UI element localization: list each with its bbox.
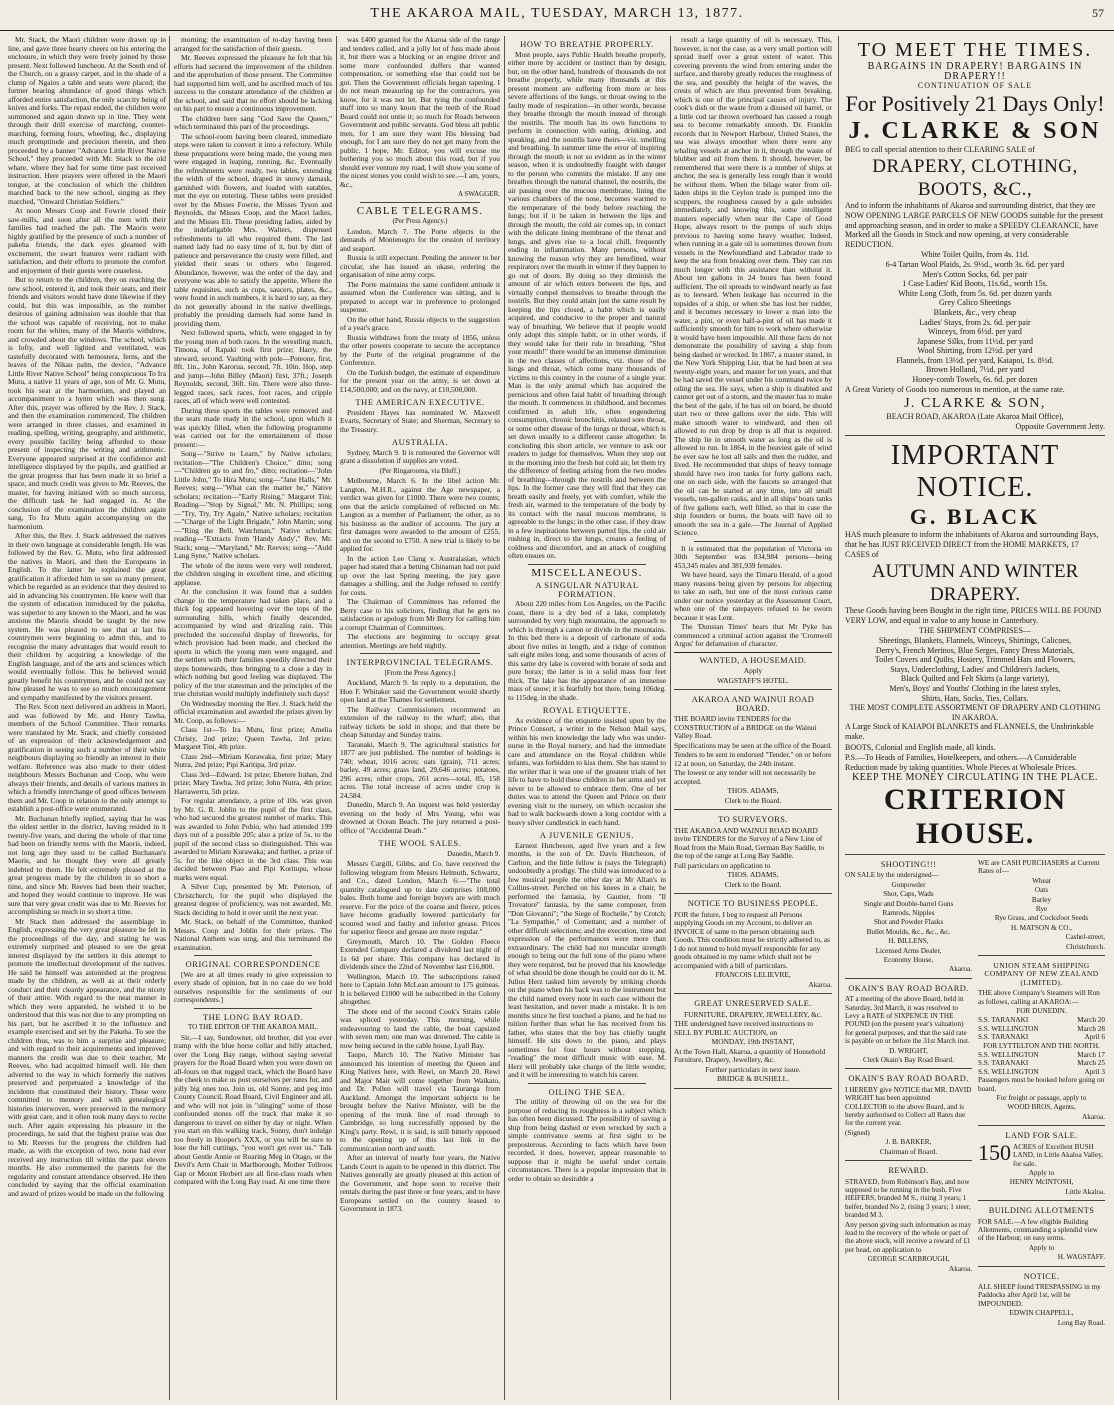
- advert-signature: BRIDGE & BUSHELL.: [716, 1074, 790, 1083]
- advert-line: Further particulars in next issue.: [705, 1064, 801, 1074]
- article-heading: A JUVENILE GENIUS.: [539, 830, 635, 840]
- article-paragraph: Most people, says Public Health breathe properly, either more by accident or instinct than by design, but, on the other hand, hundreds of thousands do not breathe properly, while many thousands at this present moment are suffering from more or less severe affections of the lungs, or throat owing to the faulty mode of respiration—in other words, because they breathe through the mouth instead of through the nostrils. The mouth has its own functions to perform in connection with eating, drinking, and speaking, and the nostrils have theirs—viz. smelling and breathing. In summer time the error of inspiring through the mouth is not so evident as in the winter season, when it is undoubtedly fraught with danger to the person who commits the mistake. If any one breathes through the natural channel, the nostrils, the air passing over the mucous membrane, lining the various chambers of the nose, becomes warmed to the temperature of the body before reaching the lungs; but if it be taken in between the lips and through the mouth, the cold air comes up, in contact with the delicate lining membrane of the throat and lungs, and gives rise to a local chill, frequently ending in inflammation. Many persons, without knowing the reason why they are benefitted, wear respirators over the mouth in winter if they happen to go out of doors. By doing so they diminish the amount of air which enters between the lips, and virtually compel themselves to breathe through the nostrils. But they could attain just the same result by keeping the lips closed, a habit which is easily acquired, and conducive to the proper and natural way of breathing. We believe that if people would only adopt this simple habit, or in other words, if they would take for their rule in breathing, "Shut your mouth!" there would be an immense diminution in the two classes of affections, viz. those of the lungs and throat, which come many thousands of victims to this country in the course of a single year. Man is the only animal which has acquired the pernicious and often fatal habit of breathing through the mouth. It commences in childhood, and becomes confirmed in adult life, often engendering consumption, chronic bronchitis, relaxed sore throat, or some other disease of the lungs or throat, which is set down usually to a different cause altogether. In concluding this short article, we venture to ask our readers to judge for themselves. When they step out in the morning into the fresh but cold air, let them try the difference of feeling arising from the two modes of breathing—through the nostrils and between the lips. In the former case they will find that they can breath easily and freely, yet with comfort, while the fresh air, warmed to the temperature of the body by its contact with the nasal mucous membrane, is agreeable to the lungs; in the other case, if they draw in a few inspirations between parted lips, the cold air rushing in, direct to the lungs, creates a feeling of coldness and discomfort, and an attack of coughing often ensues on.: [508, 49, 666, 560]
- advert-signature: Little Akaloa.: [1065, 1187, 1105, 1196]
- column-rule: [169, 36, 170, 1400]
- small-adverts-left: [845, 857, 972, 1333]
- advert-line: Ramrods, Nipples: [882, 908, 935, 917]
- news-item: Taupo, March 10. The Native Minister has announced his intention of meeting the Queen and King Natives here, with Rewi, on March 20. Rewi and Major Mair will come together from Waikato, and Dr. Pollen will travel via Tauranga from Auckland. Amongst the important subjects to be brought before the Native Minister, will be the opening of the trunk line of road through to Cambridge, so long successfully opposed by the King's party. Rewi, it is said, is still bitterly opposed to the opening up of this last link in the communication north and south.: [340, 1050, 500, 1153]
- sailing-date: April 3: [1084, 1067, 1105, 1076]
- article-paragraph: Mr Stack then addressed the assemblage in English, expressing the very great pleasure he felt in the proceedings of the day, and stating he was extremely surprised and pleased to see the great interest displayed by the settlers in this attempt to promote the intellectual development of the natives. He said he himself was astonished at the progress made by the children, as well as at their orderly conduct and their cleanly appearance, and the nicety of their attire. With regard to the neat manner in which they were appareled, he wished it to be understood that this was not due to any prompting on his part, but he ascribed it to the influence and example exercised and set by the Pakeha. To see the children thus, was to him a surprise and pleasure; and with regard to their acquirements and improved manners the credit was due to their teacher, Mr Reeves, who had acquitted himself well. He then adverted to the way in which formerly the natives preserved and perpetuated a knowledge of the incidents that constituted their history. These were committed to memory and with genealogical histories interwoven, were preserved in the memory with great care, and it often took many days to recite such. After again expressing his pleasure in the proceedings, he said that the highest praise was due to Mr. Reeves for the progress the children had made, as with the exception of two, none had ever received any instruction till within the past eleven months. He also commented the parents for the regularity and constant attendance observed. He then concluded by saying that the official examination and award of prizes would be made on the following: [8, 916, 166, 1198]
- advert-reward: [845, 1163, 972, 1277]
- article-paragraph: Class 2nd—Miriam Kurawaka, first prize; Mary Nutra, 2nd prize; Pipi Karitipa, 3rd prize.: [174, 751, 332, 769]
- news-item: The elections are beginning to occupy great attention. Meetings are held nightly.: [340, 632, 500, 650]
- advert-line: WAGSTAFF'S HOTEL.: [717, 675, 789, 685]
- advert-signature: H. WAGSTAFF.: [1057, 1253, 1105, 1262]
- advert-line: MONDAY, 19th INSTANT,: [711, 1037, 795, 1046]
- advert-heading: AUTUMN AND WINTER DRAPERY.: [871, 561, 1079, 606]
- advert-line: Single and Double-barrel Guns: [863, 899, 954, 908]
- column-4: [508, 36, 666, 1398]
- article-paragraph: After this, the Rev. J. Stack addressed the natives in their own language at considerable length. He was followed by the Rev. G. Mutu, who first addressed the natives in Maori, and then the Europeans in English. To the latter he explained the great gratification it afforded him to see so many present, which he regarded as an evidence that they desired to aid in advancing his countrymen. He knew well that the system of education introduced by the pakeha, was superior to any known to the Maori, and he was anxious the Maoris should be taught by the new system. He was pleased to see that at last his countrymen were beginning to admit this, and to recognise the many advantages that would result to their children by acquiring a knowledge of the English language, and of the arts and sciences which would eventually follow. This he believed would greatly benefit his countrymen, and he could not say how pleased he was to see so much encouragement and sympathy manifested by the visitors present.: [8, 531, 166, 702]
- news-item: London, March 7. The Porte objects to the demands of Montenegro for the cession of territory and seaport.: [340, 226, 500, 253]
- article-paragraph: Mr. Buchanan briefly replied, saying that he was the oldest settler in the district, having resided in it twenty-five years, and during the whole of that time had been on friendly terms with the Maoris, indeed, not long ago they used to be called Buchanan's Maoris, and he thought they were all greatly indebted to them. He felt extremely pleased at the great progress made by the children in so short a time, and since Mr. Reeves had been their teacher, and hoped they would continue to improve. He was sure that very great credit was due to Mr. Reeves for accomplishing so much in so short a time.: [8, 813, 166, 916]
- advert-housemaid: [674, 653, 832, 691]
- advert-line: HAS much pleasure to inform the inhabitants of Akaroa and surrounding Bays, that he has JUST RECEIVED DIRECT from the HOME MARKETS, 17 CASES of: [845, 530, 1099, 559]
- news-item: Messrs Cargill, Gibbs, and Co. have received the following telegram from Messrs Helmuth, Schwartz, and Co., dated London, March 6:—"The total quantity catalogued up to date comprises 108,000 bales. Both home and foreign buyers are with much reserve. For the price of the coarse and fleece, prices have become gradually lowered particularly for scoured wool and faulty and inferior grease. Prices for superior fleece and grease are more regular.": [340, 859, 500, 936]
- news-item: Sydney, March 9. It is rumoured the Governor will grant a dissolution if supplies are voted.: [340, 447, 500, 465]
- section-divider: [528, 1083, 646, 1084]
- shipment-item: Derry's, French Merinos, Blue Serges, Fancy Dress Materials,: [875, 645, 1075, 655]
- ship-name: S.S. WELLINGTON: [978, 1051, 1039, 1060]
- article-paragraph: Mr. Stack, the Maori children were drawn up in line, and gave three hearty cheers on his entering the enclosure, in which they were freely joined by those present. Next followed luncheon. At the South end of the Church, on a grassy carpet, and in the shade of a clump of Ngaios a table and seats were placed; the former bearing abundance of good things which afforded entire satisfaction, the only scarcity being of knives and forks. The repast ended, the children were summoned and again drawn up in line. They went through their drill exercise of marching, counter-marching, forming fours, wheeling, &c., displaying much promptitude and precision therein, and then proceeded by a banner "Advance Little River Native School," they proceeded with Mr. Stack to the old whare, where they had for some time past received instruction. Here prayers were offered in the Maori tongue, at the conclusion of which the children marched back to the new school, singing as they marched, "Onward Christian Soldiers.": [8, 36, 166, 206]
- advert-signature: Cashel-street,: [1065, 933, 1105, 942]
- section-divider: [194, 1008, 312, 1009]
- article-paragraph: About 220 miles from Los Angeles, on the Pacific coast, there is a dry bed of a lake, completely surrounded by very high mountains, the approach to which is through a canon or divide in the mountains. In this bed there is a deposit of carbonate of soda about five miles in length, and a ridge of common salt eight miles long, and some thousands of acres of this same dry lake is covered with borate of soda and pure borax; the latter is in a solid mass four feet thick. The lake has the appearance of an immense mass of snow; it is fearfully hot there, being 106deg. to 115deg. in the shade.: [508, 599, 666, 702]
- advert-heading: AKAROA AND WAINUI ROAD BOARD.: [691, 695, 815, 713]
- column-1: [8, 36, 166, 1398]
- article-paragraph: The Rev. Scott next delivered an address in Maori, and was followed by Mr. and Henry Tawha, members of the School Committee. Their remarks were translated by Mr. Stack, and chiefly consisted of an expression of their acknowledgement and gratification in seeing such a number of their white neighbours displaying so friendly an interest in their welfare. Reference was also made to their oldest neighbours Messrs Buchanan and Coop, who were always their friends, and details of various matters in which a friendly interchange of good offices between them and Mr. Coop in relation to the only attempt to establish a post-office were enumerated.: [8, 702, 166, 813]
- sailing-date: April 6: [1084, 1033, 1105, 1042]
- advert-line: BOOTS, Colonial and English made, all kinds.: [845, 742, 996, 752]
- price-item: White Toilet Quilts, from 4s. 11d.: [921, 250, 1029, 260]
- advert-firm-name: G. BLACK: [909, 504, 1041, 530]
- advert-line: WE are CASH PURCHASERS at Current Rates of—: [978, 858, 1100, 876]
- news-item: President Hayes has nominated W. Maxwell Evarts, Secretary of State; and Sherman, Secretary to the Treasury.: [340, 407, 500, 434]
- newspaper-title: THE AKAROA MAIL, TUESDAY, MARCH 13, 1877.: [370, 6, 744, 21]
- article-heading: ROYAL ETIQUETTE.: [542, 705, 632, 715]
- news-item: Wellington, March 10. The subscriptions raised here to Captain John McLean amount to 175 guineas. It is believed £1000 will be subscribed in the Colony altogether.: [340, 971, 500, 1006]
- advert-grain-purchasers: [978, 857, 1105, 956]
- advert-subheading: THE SHIPMENT COMPRISES—: [919, 626, 1031, 636]
- advert-line: (Signed): [845, 1128, 870, 1137]
- letter-body: Sir,—I say, Sundowner, old brother, did you ever tramp with the blue horse collar and billy attached, over the Long Bay range, without saying several prayers for the Road Board when you were down on all-fours on that rugged track, which the Board have the cheek to make us post ourselves per rates for, and jolly big ones too. Join us, old Sonny, and peg into County Council, Road Board, Civil Engineer and all, and who will not join in "slinging" some of those confounded stones off the track that make it so dangerous to travel on either by day or night. When you start on this walking track, Sonny, don't indulge too freely in Hooper's XXX, or you will be sure to lose the hill cuttings, "you won't get over us." Talk about Gentle Annie or Roaring Meg in Otago, or the Devil's Arm Chair in Marlborough, Mother Tollroos Gap or Mount Herbert are all first-class roads when compared with the Long Bay road. At one time there: [174, 1032, 332, 1186]
- advert-firm-name: J. CLARKE & SON: [848, 117, 1102, 144]
- advert-sheep-notice: [978, 1269, 1105, 1331]
- article-paragraph: Mr. Stack, on behalf of the Committee, thanked Messrs. Coop and Joblin for their prizes. The National Anthem was sung, and this terminated the examination.: [174, 917, 332, 952]
- advert-signature: THOS. ADAMS,: [727, 786, 779, 795]
- article-paragraph: The children here sang "God Save the Queen," which terminated this part of the proceedings.: [174, 113, 332, 131]
- news-item: The 'Dunstan Times' hears that Mr Pyke has commenced a criminal action against the 'Cromwell Argus' for defamation of character.: [674, 622, 832, 648]
- column-5: [674, 36, 832, 1398]
- sailing-date: March 20: [1077, 1016, 1105, 1025]
- section-divider: [360, 653, 480, 654]
- sailing-date: March 28: [1077, 1024, 1105, 1033]
- ship-name: S.S. WELLINGTON: [978, 1024, 1039, 1033]
- advert-line: A Great Variety of Goods too numerous to mention, at the same rate.: [845, 384, 1065, 394]
- acreage-figure: 150: [978, 1139, 1011, 1165]
- ship-name: S.S. TARANAKI: [978, 1033, 1029, 1042]
- advert-line: Bullet Moulds, &c., &c., &c.: [866, 927, 951, 936]
- column-rule: [504, 36, 505, 1400]
- advert-signature: FRANCOIS LELIEVRE,: [715, 970, 791, 979]
- article-paragraph: The whole of the items were very well rendered, the children singing in excellent time, and eliciting applause.: [174, 560, 332, 587]
- advert-line: Any person giving such information as may lead to the recovery of the whole or part of the above stock, will receive a reward of £1 per head, on application to: [845, 1220, 972, 1254]
- ship-name: S.S. TARANAKI: [978, 1016, 1029, 1025]
- news-item: On the Turkish budget, the estimate of expenditure for the present year on the army, is set down at £14,500,000; and on the navy, at £10,500,000.: [340, 367, 500, 394]
- news-item: On the other hand, Russia objects to the suggestion of a year's grace.: [340, 314, 500, 332]
- section-divider: [194, 955, 312, 956]
- news-item: It is estimated that the population of Victoria on 30th September was 834,984 persons—being 453,345 males and 381,939 females.: [674, 543, 832, 570]
- advert-line: CONTINUATION OF SALE: [917, 81, 1033, 91]
- news-item: In the action Lee Clang v. Australasian, which paper had stated that a betting Chinaman had not paid up over the last Spring meeting, the jury gave damages a shilling, and the Judge refused to certify for costs.: [340, 553, 500, 597]
- advert-line: Barley: [1031, 895, 1052, 904]
- advert-surveyors: [674, 812, 832, 894]
- advert-heading: CRITERION HOUSE.: [883, 782, 1067, 850]
- shipment-list: [845, 636, 1105, 703]
- advert-line: A Large Stock of KAIAPOI BLANKETS and FLANNELS, the Unshrinkable make.: [845, 722, 1094, 741]
- section-heading: HOW TO BREATHE PROPERLY.: [520, 39, 654, 49]
- advert-signature: Long Bay Road.: [1057, 1318, 1105, 1327]
- section-heading: INTERPROVINCIAL TELEGRAMS.: [346, 657, 494, 667]
- advert-line: FOR the future, I beg to request all Persons supplying Goods on my Account, to deliver an INVOICE of same to the person obtaining such Goods. This condition must be strictly adhered to, as I do not intend to hold myself responsible for any goods obtained in my name which shall not be accompanied with a bill of particulars.: [674, 909, 830, 970]
- advert-line: ON SALE by the undersigned—: [845, 871, 939, 880]
- advert-line: FOR SALE.—A few eligible Building Allotments, commanding a splendid view of the Harbour, on easy terms.: [978, 1217, 1098, 1243]
- advert-heading: WANTED, A HOUSEMAID.: [699, 655, 807, 665]
- advert-line: Apply to: [1028, 1243, 1055, 1252]
- schedule-row: [978, 1051, 1105, 1059]
- price-list: [845, 250, 1105, 384]
- advert-heading: OKAIN'S BAY ROAD BOARD.: [848, 1074, 969, 1084]
- advert-line: THE AKAROA AND WAINUI ROAD BOARD invite TENDERS for the Survey of a New Line of Road from the Main Road, German Bay Saddle, to the top of the range at Long Bay Saddle.: [674, 825, 825, 860]
- advert-firm-name: J. CLARKE & SON,: [904, 396, 1046, 412]
- advert-heading: GREAT UNRESERVED SALE.: [694, 999, 812, 1008]
- article-paragraph: The school-room having been cleared, immediate steps were taken to convert it into a refectory. While these preparations were being made, the young men were engaged in leaping, running, &c. Eventually the refreshments were ready, two tables, extending the width of the school, draped in snowy damask, garnished with flowers, and loaded with eatables, met the eye on entering. These tables were presided over by the Misses Fowrie, the Misses Tyson and Reynolds, the Misses Coop, and the Maori ladies, and the Misses Eli. These presiding ladies, aided by the indefatigable Mrs. Walters, dispensed refreshments to all who required them. The last named lady had no easy time of it, but by dint of patience and perseverance the crusty were filled, and yielded their seats to others who lingered. Abundance, however, was the order of the day, and everyone was able to satisfy the appetite. Where the table requisites, such as cups, saucers, plates, &c., were found in such numbers, it is hard to say, as they do not generally abound in the native dwellings, probably the presiding damsels had some hand in providing them.: [174, 131, 332, 328]
- dateline: Dunedin, March 9.: [447, 849, 500, 858]
- advert-signature: Licensed Arms Dealer,: [875, 946, 942, 955]
- news-item: The Chairman of Committees has referred the Berry case to his solicitors, finding that he gets no satisfaction or apology from Mr Berry for calling him a corrupt Chairman of Committees.: [340, 597, 500, 632]
- small-adverts-right: [978, 857, 1105, 1333]
- article-heading: OILING THE SEA.: [548, 1086, 626, 1097]
- section-divider: [694, 541, 812, 542]
- advert-line: For freight or passage, apply to: [996, 1094, 1087, 1103]
- advert-line: FURNITURE, DRAPERY, JEWELLERY, &c.: [684, 1009, 822, 1019]
- news-item: Russia is still expectant. Pending the answer to her circular, she has issued an ukase, ordering the organisation of nine army corps.: [340, 253, 500, 279]
- advert-signature: H. BILLENS,: [888, 937, 929, 946]
- news-item: The Railway Commissioners recommend an extension of the railway to the wharf; also, that railway tickets be sold in shops; and that there be cheap Saturday and Sunday trains.: [340, 704, 500, 739]
- advert-line: Passengers must be booked before going on board.: [978, 1076, 1105, 1093]
- article-paragraph: Song—"Strive to Learn," by Native scholars; recitation—"The Children's Choice," ditto; song—"Children go to and fro," ditto; recitation—"John Little John," To Hira Mutu; song—"Jane Halls," Mr. Reeves; song—"What can the matter be," Native scholars; recitation—"Early Rising," Margaret Tini; Reading—"Stop by Signal," Mr. N. Phillips; song—"Try, Try, Try Again," Native scholars; recitation—"Charge of the Light Brigade," John Martin; song—"Ring the Bell, Watchman," Native scholars; reading—"Extracts from 'Handy Andy'," Rev. Mr. Stack; song—"Maryland," Mr. Reeves; song—"Auld Lang Syne," Native scholars.: [174, 449, 332, 560]
- advert-clarke-son: [845, 36, 1105, 436]
- advert-line: The lowest or any tender will not necessarily be accepted.: [674, 768, 816, 786]
- advert-line: I HEREBY give NOTICE that MR. DAVID WRIGHT has been appointed COLLECTOR to the above Board, and is hereby authorised to Collect all Rates due for the current year.: [845, 1085, 972, 1128]
- article-paragraph: result a large quantity of oil is necessary. This, however, is not the case, as a very small portion will spread itself over a great extent of water. This covering prevents the wind from entering under the surface, and thereby greatly reduces the roughness of the sea, and possibly the height of the waves, the crests of which are thus prevented from breaking, which is one of the principal causes of injury. The cook's dish or the waste from a disused oil barrel, or a little cod tar thrown overboard has caused a rough sea to become remarkably smooth. Dr. Franklin records that in Newport Harbour, United States, the sea was always smoother when there were any whaling vessels at anchor in it, through the waste of blubber and oil from them. It should, however, be remembered that were there is a number of ships at anchor, the sea is generally less rough than it would be without them. When the bilage water from oil-laden ships in the Ceylon trade is pumped into the scuppers, the roughness caused by a gale subsides immediately, and knowing this, some intelligent masters especially when near the Cape of Good Hope, always resort to the pumps of such ships previous to having some heavy weather. Indeed, when running in a gale oil is sometimes thrown from vessels in the Newfoundland and Labrador trade to keep the sea from breaking over them. They can run much longer with this assistance than without it. About ten gallons in 24 hours has been found sufficient. The oil spreads to windward nearly as fast as to leeward. When leakage has occurred in the topsides of a ship, or when she has lost her rudder, and it becomes necessary to lower a man into the water, a pint, or even half-a-pint of oil has made it sufficiently smooth for him to work where otherwise it would have been impossible. All these facts do not demonstrate the possibility of saving a ship from being dashed or wrecked. In 1867, a master stated, in the New York Shipping List, that he had been at sea twenty-eight years, and master for ten years, and that he had saved the vessel under his command twice by oiling the sea. He says, when a ship is disabled and cannot get out of a storm, and the master has to make the best of the gale, if he has oil on board, he should start two or three gallons over the side. This will make smooth water to windward, and then oil allowed to run drop by drop is all that is required. The ship lie in smooth water as long as the oil is allowed to run. In 1864, in the heaviest gale of wind he ever saw he lost all sails and then the rudder, and lived. He recommended that ships of heavy tonnage should have two iron tanks for forty gallons each, one on each side, with the faucets so arranged that the oil can be started at any time, into all small vessels, ten-gallon casks, and in all ships' boats tanks of five gallons each, well filled, so that in case the ship founders or burns, the boats will have oil to smooth the sea in a gale.—The Journal of Applied Science.: [674, 36, 832, 537]
- advert-heading: OKAIN'S BAY ROAD BOARD.: [848, 983, 969, 993]
- news-item: Greymouth, March 10. The Golden Fleece Extended Company declared a dividend last night of 1s 6d per share. This company has declared in dividends since the 22nd of November last £16,800.: [340, 936, 500, 971]
- sailing-date: March 17: [1077, 1051, 1105, 1060]
- letter-heading: THE LONG BAY ROAD.: [202, 1011, 304, 1022]
- advert-signature: Chairman of Board.: [879, 1147, 938, 1156]
- price-item: 1 Case Ladies' Kid Boots, 11s.6d., worth 15s.: [902, 279, 1048, 289]
- news-item: After an interval of nearly four years, the Native Lands Court is again to be opened in this district. The Natives generally are greatly pleased at this action of the Government, and hope soon to receive their rentals during the past three or four years, and to have Europeans settled on the country leased to Government in 1873.: [340, 1153, 500, 1213]
- advert-signature: HENRY McINTOSH,: [1009, 1178, 1074, 1187]
- advert-line: STRAYED, from Robinson's Bay, and now supposed to be running in the bush, Five HEIFERS, branded M S., rising 3 years; 1 heifer, branded No 2, rising 3 years; 1 steer, branded M 3.: [845, 1177, 971, 1220]
- section-subheading: (Per Press Agency.): [392, 217, 448, 225]
- advert-road-board-tenders: [674, 692, 832, 810]
- section-heading: MISCELLANEOUS.: [531, 566, 643, 579]
- advert-heading: NOTICE TO BUSINESS PEOPLE.: [687, 899, 819, 908]
- article-paragraph: A Silver Cup, presented by Mr. Peterson, of Christchurch, for the pupil who displayed the greatest degree of proficiency, was not awarded, Mr. Stack deciding to hold it over until the next year.: [174, 882, 332, 917]
- schedule-heading: FOR DUNEDIN.: [1016, 1007, 1067, 1015]
- ship-name: S.S. WELLINGTON: [978, 1067, 1039, 1076]
- column-rule: [838, 36, 839, 1400]
- advert-line: These Goods having been Bought in the right time, PRICES WILL BE FOUND VERY LOW, and equal in value to any house in Canterbury.: [845, 606, 1102, 625]
- article-paragraph: As evidence of the etiquette insisted upon by the Prince Consort, a writer in the Nelson Mail says, within his own knowledge the lady who was under-nurse in the Royal nursery, and had the immediate care and attendance on the Royal children while infants, was forbidden to kiss them. She has stated to the writer that it was one of the greatest trials of her life to have to hold these children in her arms and yet never to be allowed to embrace them. One of her duties was to attend the Queen and Prince on their evening visit to the nursery, on which occasion she had to walk backwards down a long corridor with a heavy silver candlestick in each hand.: [508, 715, 666, 827]
- advert-line: BEG to call special attention to their CLEARING SALE of: [845, 144, 1035, 154]
- schedule-row: [978, 1059, 1105, 1067]
- advert-heading: REWARD.: [888, 1166, 929, 1176]
- news-item: Melbourne, March 6. In the libel action Mr. Langton, M.H.R., against the Age newspaper, a verdict was given for £1000. There were two counts; one that the article complained of reflected on Mr. Langton as a member of Parliament; the other, as to his business as the auditor of accounts. The jury at first damages were awarded to the amount of £255, and on the second to £750. A new trial is likely to be applied for.: [340, 476, 500, 553]
- advert-line: THE MOST COMPLETE ASSORTMENT OF DRAPERY AND CLOTHING IN AKAROA.: [849, 703, 1101, 722]
- advert-line: Shot and Powder Flasks: [873, 918, 944, 927]
- column-3: [340, 36, 500, 1398]
- news-item: Taranaki, March 9. The agricultural statistics for 1877 are just published. The number of holdings is 740; wheat, 1016 acres; oats (grain), 711 acres; barley, 49 acres; grass land, 29,646 acres; potatoes, 296 acres; other crops, 261 acres—total, 85, 158 acres. The total increase of acres under crop is 24,584.: [340, 739, 500, 800]
- advert-signature: THOS. ADAMS,: [727, 870, 779, 879]
- section-divider: [360, 202, 480, 203]
- section-heading: CABLE TELEGRAMS.: [356, 204, 484, 217]
- letter-body: was £400 granted for the Akaroa side of the range and tenders called, and a jolly lot of fuss made about it, but there was a blocking or an engine driver and some more confounded duffers that wanted compensation, or something else that could not be got. Then the Government officials began tapering. I do not mean measuring up for the contractors, you know, for it was not let. But tying the confounded stuff into so many knots that the teeth of the Road Board could not untie it; so much for Roads between Government and public servants. God bless all public men, for I am sure they want His blessing bad enough, for I am sure they do not get many from the public. I hope, Mr. Editor, you will excuse me bothering you so much about this road, but if you should ever venture my road, I will show you some of the nicest stones you could wish to see.—I am, yours, &c.,: [340, 36, 500, 189]
- page-number: 57: [1092, 6, 1104, 20]
- article-paragraph: The utility of throwing oil on the sea for the purpose of reducing its roughness is a subject which has often been discussed. The possibility of saving a ship from being dashed or even wrecked by such a simple contrivance seems at first sight to be preposterous. According to facts which have been recorded, it does, however, appear reasonable to suppose that it might be useful under certain circumstances. There is a popular impression that in order to obtain so desirable a: [508, 1097, 666, 1183]
- news-item: The shore end of the second Cook's Straits cable was spliced yesterday. This morning, while endeavouring to land the cable, the boat capsized with seven men; one man was drowned. The cable is now being secured in the cable house, Lyall Bay.: [340, 1006, 500, 1050]
- price-item: Wool Shirting, from 12½d. per yard: [917, 346, 1033, 356]
- schedule-row: [978, 1033, 1105, 1041]
- advert-signature: Christchurch.: [1066, 942, 1105, 951]
- advert-heading: TO MEET THE TIMES.: [857, 39, 1093, 61]
- advert-line: THE undersigned have received instructions to SELL BY PUBLIC AUCTION, on: [674, 1019, 813, 1037]
- article-paragraph: For regular attendance, a prize of 10s. was given by Mr. G. R. Joblin to the pupil of the first class, who had secured the greatest number of marks. This was awarded to John Pobio, who had attended 199 days out of a possible 205; also a prize of 5s. to the pupil of the second class so distinguished. This was awarded to Miriam Kurawaka; and further, a prize of 5s. for the like object in the 3rd class. This was decided between Piao and Pipi Koritupu, whose marks were equal.: [174, 796, 332, 882]
- masthead: [0, 0, 1114, 31]
- advert-signature: Economy House,: [883, 955, 934, 964]
- article-paragraph: Class 3rd—Edward, 1st prize; Ebetere Irahan, 2nd prize; Mary Tawha, 3rd prize; John Nutra, 4th prize; Harrawerru, 5th prize.: [174, 769, 332, 796]
- advert-heading: UNION STEAM SHIPPING COMPANY OF NEW ZEALAND (LIMITED).: [984, 960, 1099, 987]
- advert-signature: D. WRIGHT,: [889, 1046, 928, 1055]
- price-item: Men's Cotton Socks, 6d. per pair: [922, 269, 1028, 279]
- letter-salutation: TO THE EDITOR OF THE AKAROA MAIL.: [188, 1023, 318, 1031]
- advert-line: Apply to: [1028, 1168, 1055, 1177]
- advert-g-black: [845, 438, 1105, 854]
- schedule-row: [978, 1068, 1105, 1076]
- advert-signature: WOOD BROS, Agents,: [1007, 1103, 1076, 1112]
- advert-line: THE above Company's Steamers will Run as follows, calling at AKAROA:—: [978, 989, 1100, 1006]
- advert-signature: Akaroa.: [1082, 1112, 1105, 1121]
- advert-line: At the Town Hall, Akaroa, a quantity of Household Furniture, Drapery, Jewellery, &c.: [674, 1046, 826, 1064]
- advert-line: Rye Grass, and Cocksfoot Seeds: [994, 914, 1089, 923]
- news-item: Auckland, March 9. In reply to a deputation, the Hon F. Whitaker said the Government would shortly open land at the Thames for settlement.: [340, 678, 500, 704]
- advert-signature: Akaroa.: [808, 979, 832, 989]
- advert-line: Rye: [1035, 904, 1048, 913]
- advert-line: Tenders to be sent in endorsed "Tender," on or before 12 at noon, on Saturday, the 24th instant.: [674, 750, 832, 768]
- shipment-item: Shirts, Hats, Socks, Ties, Collars.: [921, 693, 1029, 703]
- column-6-advertisements: [845, 36, 1105, 1398]
- shipment-item: Stays, Underclothing, Ladies' and Children's Jackets,: [890, 664, 1060, 674]
- advert-heading: SHOOTING!!!: [880, 859, 937, 869]
- price-item: White Long Cloth, from 5s. 6d. per dozen yards: [898, 288, 1052, 298]
- advert-line: AT a meeting of the above Board, held in Saturday, 3rd March, it was resolved to Levy a RATE of SIXPENCE IN THE POUND (on the present year's valuation) for general purposes, and that the said rate is payable on or before the 31st March inst.: [845, 995, 970, 1046]
- price-item: Brown Holland, 7½d. per yard: [926, 365, 1024, 375]
- price-item: Blankets, &c., very cheap: [933, 307, 1017, 317]
- advert-line: Gunpowder: [891, 880, 926, 889]
- article-paragraph: Earnest Hutcheson, aged five years and a few months, is the son of Dr. Davis Hutcheson, of Carlton, and the little fellow is (says the Telegraph) undoubtedly a prodigy. The child was introduced to a few musical people the other day at Mr Allan's in Collins-street. Perched on his knees in a chair, he performed the fantasia, by Gautier, from "Il Trovatore" fantasia, by the same composer, from "Don Giovanni"; "the Siege of Rochelle," by Crotch; "La Sympathie," of Comettant; and a number of other difficult selections; and the execution, time and expression of the performances were more than extraordinary. The child had not muscular strength enough to bring out the full tone of the piano where they were required, but he proved that his knowledge of what should be done though he could not do it. M. Julius Herz tasked him severely by striking chords on the piano when his back was to the instrument but the child named every note in each case without the least hesitation, and never made a mistake. It is ten months since he first touched a piano, and he had no tuition further than what he has received from his father, who states that the boy has chiefly taught himself. He sits down to the piano, and plays sometimes for four hours without stopping, "reading" the most difficult music with ease. M. Herz will probably take charge of the little wonder, and it will be interesting to watch his career.: [508, 840, 666, 1079]
- article-paragraph: morning; the examination of to-day having been arranged for the satisfaction of their guests.: [174, 36, 332, 53]
- advert-heading: LAND FOR SALE.: [1005, 1131, 1078, 1141]
- news-item: We have heard, says the Timaru Herald, of a good many reasons being given by persons for objecting to take an oath, but one of the most curious came under our notice yesterday at the Assessment Court, when one of the ratepayers refused to be sworn because it was Lent.: [674, 570, 832, 622]
- letter-signature: A SWAGGER.: [457, 190, 500, 198]
- shipment-item: Men's, Boys' and Youths' Clothing in the latest styles,: [889, 683, 1061, 693]
- advert-subheading: BARGAINS IN DRAPERY! BARGAINS IN DRAPERY!!: [867, 61, 1083, 82]
- advert-shooting: [845, 857, 972, 979]
- shipment-item: Toilet Covers and Quilts, Hosiery, Trimmed Hats and Flowers,: [874, 655, 1076, 665]
- advert-allotments: [978, 1203, 1105, 1266]
- article-heading: A SINGULAR NATURAL FORMATION.: [535, 580, 639, 599]
- advert-signature: Clerk Okain's Bay Road Board.: [863, 1056, 954, 1065]
- advert-signature: GEORGE SCARBROUGH,: [867, 1255, 950, 1264]
- advert-okains-collector: [845, 1071, 972, 1161]
- price-item: Ladies' Stays, from 2s. 6d. per pair: [919, 317, 1031, 327]
- article-paragraph: At the conclusion it was found that a sudden change in the temperature had taken place, and a thick fog appeared hovering over the tops of the surrounding hills, which finally descended, accompanied by wind and drizzling rain. This precluded the successful display of fireworks, for which provision had been made, and checked the sports in which the young men were engaged, and the settlers with their families speedily directed their steps homewards, thus bringing to a close a day in which nothing but good feeling was displayed. The policy of the true statesman and the principles of the true christian would multiply indefinitely such days!: [174, 587, 332, 698]
- article-paragraph: But to return to the children, they on reaching the new school, entered it, and took their seats, and their friends and visitors would have done likewise if they could, but this was impossible, as the number desirous of gaining admission was double that that the school was capable of receiving, not to make room for the whites, many of the Maoris withdrew, and crowded about the windows. The school, which is lofty, and well lighted and ventilated, was tastefully decorated with hemostera, ferns, and the leaves of the Nikau palm, the device, "Advance Little River Native School" being conspicuous To Ira Mutu, a native 11 years of age, son of Mr. G. Mutu, took his seat at the harmonium, and played an accompaniment to a hymn which was then sung. After this, prayer was offered by the Rev. J. Stack, and then the examination commenced. The children were arranged in three classes, and examined in reading, spelling, writing, geography, and arithmetic, every possible facility being afforded to those present of inspecting the writing and arithmetic. Everyone appeared surprised at the confidence and intelligence displayed by the pupils, and gratified at the great progress that has been made in so brief a space, and much credit was given to Mr. Reeves, the master, for having initiated with so much success, the difficult task he had engaged in. At the conclusion of the examination the children again sang, To Ira Mutu again accompanying on the harmonium.: [8, 275, 166, 531]
- advert-union-steam: [978, 958, 1105, 1126]
- news-item: Dunedin, March 9. An inquest was held yesterday evening on the body of Mrs Young, who was drowned at Ocean Beach. The jury returned a post-office of "Accidental Death.": [340, 800, 500, 835]
- advert-line: Oats: [1034, 886, 1049, 895]
- column-rule: [336, 36, 337, 1400]
- schedule-heading: FOR LYTTELTON AND THE NORTH.: [983, 1041, 1100, 1050]
- advert-line: And to inform the inhabitants of Akaroa and surrounding district, that they are NOW OPENING LARGE PARCELS OF NEW GOODS suitable for the present and approaching season, and in order to make a SPEEDY CLEARANCE, have Marked all the Goods in Stock and now opening, at very considerable REDUCTION.: [845, 201, 1104, 249]
- advert-business-notice: [674, 896, 832, 994]
- advert-line: Specifications may be seen at the office of the Board.: [674, 740, 832, 750]
- advert-signature: Clerk to the Board.: [724, 795, 782, 805]
- ship-name: S.S. TARANAKI: [978, 1059, 1029, 1068]
- advert-land-sale: [978, 1128, 1105, 1201]
- article-paragraph: On Wednesday morning the Rev. J. Stack held the official examination and awarded the prizes given by Mr. Coop, as follows:—: [174, 698, 332, 725]
- advert-line: P.S.—To Heads of Families, Hotelkeepers, and others.—A Considerable Reduction made by taking quantities. Whole Pieces at Wholesale Prices.: [845, 753, 1077, 772]
- column-2: [174, 36, 332, 1398]
- section-divider: [528, 564, 646, 565]
- advert-heading: BUILDING ALLOTMENTS: [988, 1206, 1095, 1216]
- advert-line: THE BOARD invite TENDERS for the CONSTRUCTION of a BRIDGE on the Wainui Valley Road.: [674, 714, 817, 740]
- schedule-row: [978, 1025, 1105, 1033]
- price-item: Flannels, from 13½d. per yard, Kaiapoi, 1s. 8½d.: [896, 355, 1054, 365]
- advert-subheading: KEEP THE MONEY CIRCULATING IN THE PLACE.: [852, 772, 1098, 784]
- advert-signature: J. B. BARKER,: [885, 1138, 932, 1147]
- price-item: Japanese Silks, from 11½d. per yard: [916, 336, 1034, 346]
- advert-heading: For Positively 21 Days Only!: [845, 90, 1105, 116]
- article-paragraph: Mr. Reeves expressed the pleasure he felt that his efforts had secured the improvement of the children and the approbation of those present. The Committee had supported him well, and he ascribed much of his success to the constant attendance of the children at the school, and said that no effort should be lacking on his part to ensure a continuous improvement.: [174, 53, 332, 113]
- article-paragraph: At noon Messrs Coop and Fowrie closed their saw-mills, and soon after all the men with their families had reached the pah. The Maoris were highly gratified by the presence of such a number of pakeha friends, the dark eyes gleamed with excitement, the swart features were radiant with satisfaction, and their efforts to promote the comfort and enjoyment of their guests were ceaseless.: [8, 206, 166, 275]
- advert-line: Full particulars on application to: [674, 860, 771, 870]
- shipment-item: Black Quilted and Felt Skirts (a large variety),: [900, 674, 1050, 684]
- advert-line: Apply: [743, 666, 763, 675]
- section-subheading: [From the Press Agency.]: [384, 668, 456, 677]
- column-rule: [670, 36, 671, 1400]
- advert-line: Wheat: [1032, 876, 1051, 885]
- section-heading: ORIGINAL CORRESPONDENCE: [185, 959, 321, 969]
- small-adverts: [845, 857, 1105, 1333]
- advert-heading: NOTICE.: [1023, 1271, 1060, 1281]
- shipment-item: Sheetings, Blankets, Flannels, Winceys, Shirtings, Calicoes,: [878, 636, 1072, 645]
- advert-okains-rate: [845, 981, 972, 1070]
- advert-signature: H. MATSON & CO.,: [1010, 923, 1073, 932]
- advert-heading: IMPORTANT NOTICE.: [890, 440, 1060, 504]
- article-paragraph: During these sports the tables were removed and the seats made ready in the school, upon which it was quickly filled, when the following programme was carried out for the entertainment of those present:—: [174, 405, 332, 449]
- price-item: Honey-comb Towels, 6s. 6d. per dozen: [912, 375, 1038, 385]
- price-item: 6-4 Tartan Wool Plaids, 2s. 9½d., worth 3s. 6d. per yard: [885, 259, 1065, 269]
- advert-signature: Clerk to the Board.: [724, 879, 782, 889]
- advert-line: Shot, Caps, Wads: [883, 890, 934, 899]
- advert-address: BEACH ROAD, AKAROA (Late Akaroa Mail Office),: [886, 412, 1064, 422]
- advert-signature: Akaroa.: [949, 1264, 972, 1273]
- section-heading: AUSTRALIA.: [391, 437, 449, 447]
- advert-auction: [674, 996, 832, 1089]
- news-item: Russia withdraws from the treaty of 1856, unless the other powers cooperate to secure the acceptance by the Porte of the original programme of the Conference.: [340, 332, 500, 367]
- section-subheading: (Per Ringarooma, via Bluff.): [379, 466, 461, 475]
- advert-signature: EDWIN CHAPPELL,: [1009, 1309, 1074, 1318]
- article-paragraph: Class 1st—To Ira Mutu, first prize; Amelia Christy, 2nd prize; Queen Tawha, 3rd prize; Margaret Tini, 4th prize.: [174, 725, 332, 751]
- price-item: Grey Calico Sheetings: [939, 298, 1011, 308]
- advert-signature: Akaroa.: [949, 965, 972, 974]
- advert-line: ALL SHEEP found TRESPASSING in my Paddocks after April 1st, will be IMPOUNDED.: [978, 1282, 1101, 1308]
- price-item: Winceys, from 6½d. per yard: [928, 327, 1022, 337]
- section-heading: THE WOOL SALES.: [378, 838, 462, 848]
- advert-address: Opposite Government Jetty.: [1015, 421, 1105, 431]
- article-paragraph: Next followed sports, which, were engaged in by the young men of both races. In the wrestling match, Timona, of Rapaki took first prize; Harry, the steward, second. Vaulting with pole—Poteone, first, 8ft. 1in., John Karorua, second, 7ft. 10in. Hop, step and jump—John Billey (Maori) first, 37ft.; Joseph Reynolds, second, 36ft. 6in. There were also three-legged races, sack races, foot races, and cripple races, all of which were well contested.: [174, 328, 332, 405]
- advert-heading: TO SURVEYORS.: [718, 815, 788, 824]
- section-heading: THE AMERICAN EXECUTIVE.: [355, 397, 485, 407]
- editor-note: [We are at all times ready to give expression to every shade of opinion, but in no case do we hold ourselves responsible for the sentiments of our correspondents.]: [174, 969, 332, 1004]
- news-item: The Porte maintains the same confident attitude it assumed when the Conference was sitting, and is prepared to accept war in preference to prolonged suspense.: [340, 279, 500, 314]
- schedule-row: [978, 1016, 1105, 1024]
- sailing-date: March 25: [1077, 1059, 1105, 1068]
- advert-heading: DRAPERY, CLOTHING, BOOTS, &C.,: [872, 156, 1078, 201]
- advert-line: ACRES of Excellent BUSH LAND, in Little Akaloa Valley, for sale.: [1013, 1142, 1104, 1168]
